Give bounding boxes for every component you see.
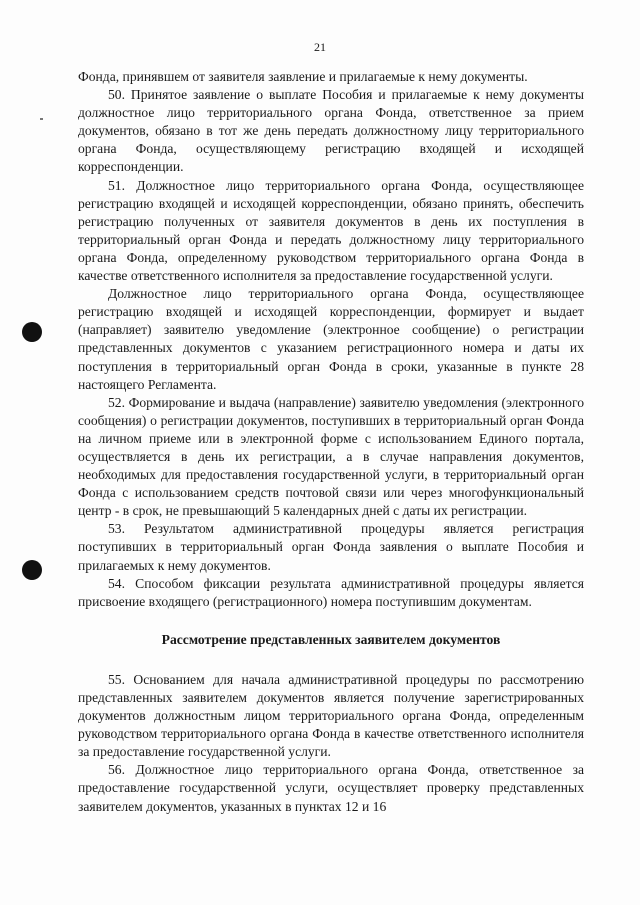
punch-hole-bottom [22,560,42,580]
paragraph-continuation: Фонда, принявшем от заявителя заявление и прилагаемые к нему документы. [78,69,528,84]
page-number: 21 [314,40,326,54]
paragraph-52: 52. Формирование и выдача (направление) заявителю уведомления (электронного сообщения) о регистрации документов, поступивших в территориальный орган Фонда на личном приеме или в электронной форме с использованием Единого портала, осуществляется в день их регистрации, а в случае направления документов, необходимых для предоставления государственной услуги, в территориальный орган Фонда с использованием средств почтовой связи или через многофункциональный центр - в срок, не превышающий 5 календарных дней с даты их регистрации. [78,394,584,519]
margin-mark [40,118,43,120]
paragraph-50: 50. Принятое заявление о выплате Пособия и прилагаемые к нему документы должностное лицо территориального органа Фонда, ответственное за прием документов, обязано в тот же день передать должностному лицу территориального органа Фонда, осуществляющему регистрацию входящей и исходящей корреспонденции. [78,87,584,175]
document-body [78,68,584,816]
punch-hole-top [22,322,42,342]
paragraph-55: 55. Основанием для начала административной процедуры по рассмотрению представленных заявителем документов является получение зарегистрированных документов должностным лицом территориального органа Фонда, определенным руководством территориального органа Фонда в качестве ответственного исполнителя за предоставление государственной услуги. [78,671,584,760]
section-heading: Рассмотрение представленных заявителем документов [161,631,501,647]
paragraph-51-cont: Должностное лицо территориального органа Фонда, осуществляющее регистрацию входящей и исходящей корреспонденции, формирует и выдает (направляет) заявителю уведомление (электронное сообщение) о регистрации представленных документов с указанием регистрационного номера и даты их поступления в территориальный орган Фонда в сроки, указанные в пункте 28 настоящего Регламента. [78,286,584,392]
paragraph-54: 54. Способом фиксации результата административной процедуры является присвоение входящего (регистрационного) номера поступившим документам. [78,575,584,609]
paragraph-53: 53. Результатом административной процедуры является регистрация поступивших в территориальный орган Фонда заявления о выплате Пособия и прилагаемых к нему документов. [78,521,584,573]
paragraph-56: 56. Должностное лицо территориального органа Фонда, ответственное за предоставление государственной услуги, осуществляет проверку представленных заявителем документов, указанных в пунктах 12 и 16 [78,762,584,814]
paragraph-51: 51. Должностное лицо территориального органа Фонда, осуществляющее регистрацию входящей и исходящей корреспонденции, обязано принять, обеспечить регистрацию полученных от заявителя документов в день их поступления в территориальный орган Фонда и передать должностному лицу территориального органа Фонда, определенному руководством территориального органа Фонда в качестве ответственного исполнителя за предоставление государственной услуги. [78,177,584,284]
